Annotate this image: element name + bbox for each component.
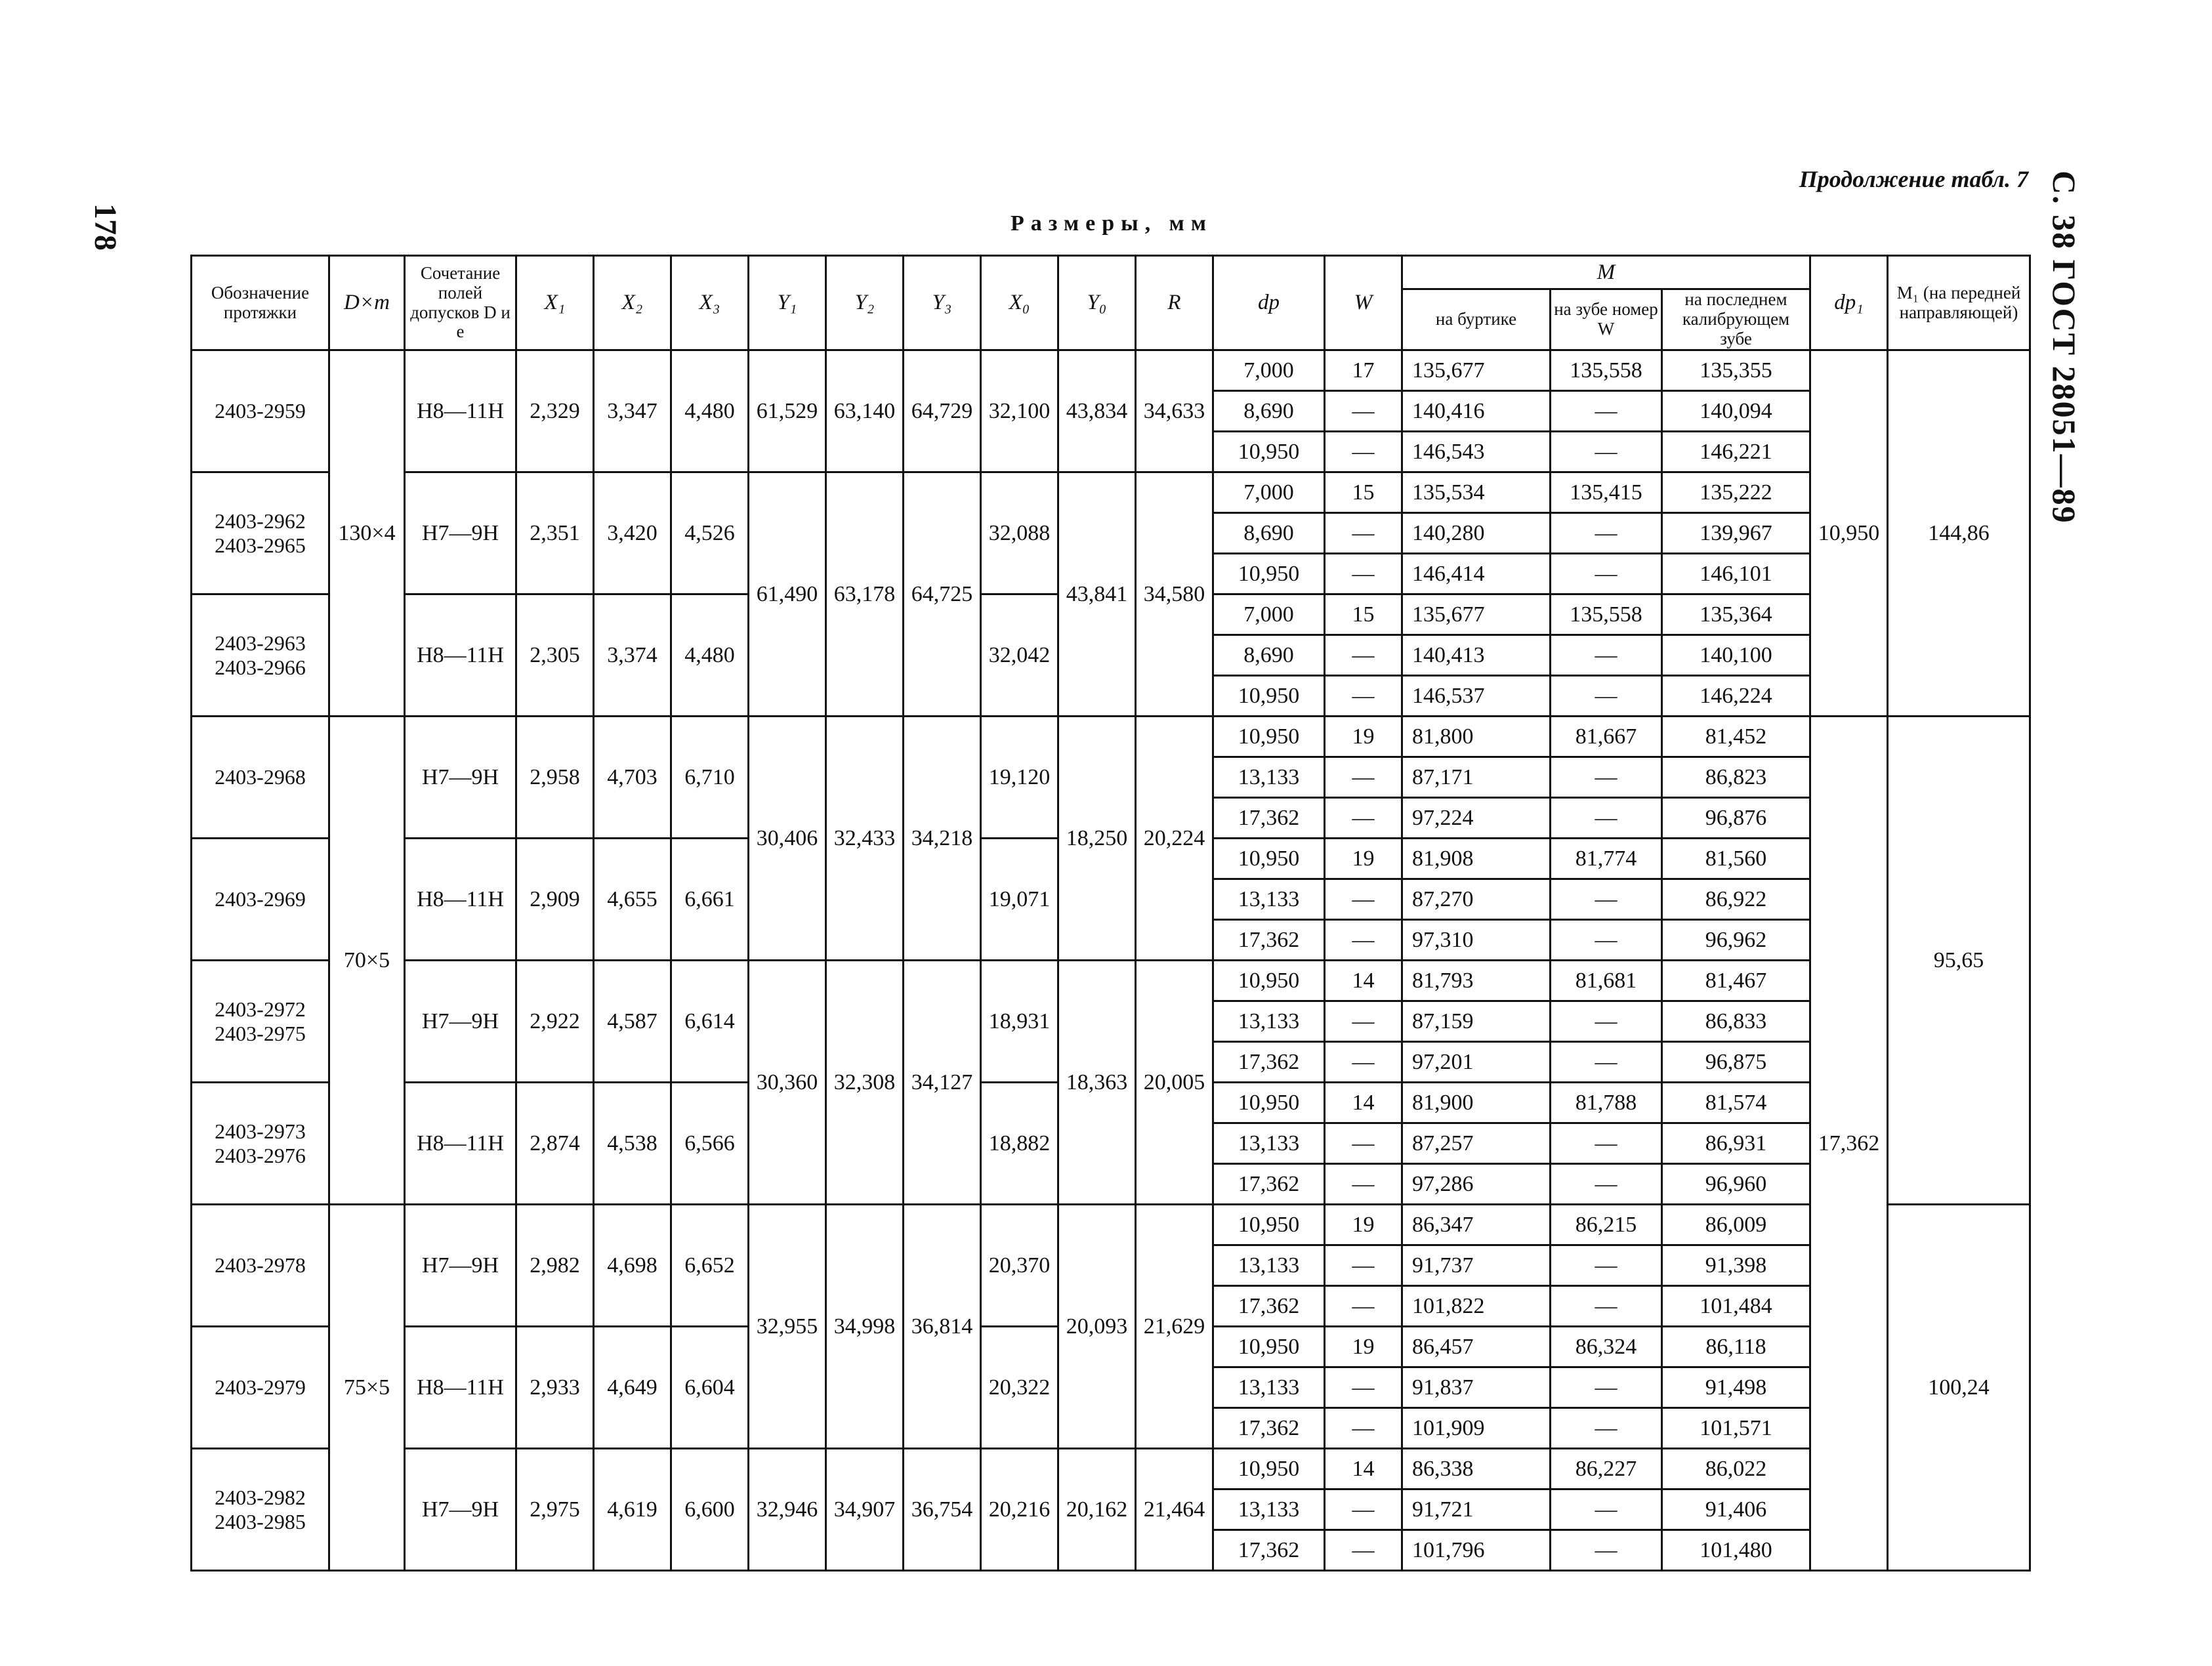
m-collar-cell: 135,534 xyxy=(1402,472,1551,513)
m-tooth-cell: 135,415 xyxy=(1551,472,1662,513)
dp-cell: 17,362 xyxy=(1213,798,1325,839)
col-m-collar: на буртике xyxy=(1402,289,1551,350)
w-cell: — xyxy=(1325,1123,1402,1164)
x0-cell: 20,370 xyxy=(981,1205,1058,1327)
m-last-cell: 86,823 xyxy=(1662,757,1810,798)
w-cell: — xyxy=(1325,513,1402,554)
dp-cell: 13,133 xyxy=(1213,879,1325,920)
m-tooth-cell: — xyxy=(1551,1245,1662,1286)
m-last-cell: 146,221 xyxy=(1662,432,1810,472)
dp-cell: 13,133 xyxy=(1213,1245,1325,1286)
m-last-cell: 140,094 xyxy=(1662,391,1810,432)
m-collar-cell: 81,800 xyxy=(1402,717,1551,757)
m-tooth-cell: — xyxy=(1551,1489,1662,1530)
m-last-cell: 81,574 xyxy=(1662,1083,1810,1123)
col-m-tooth: на зубе номер W xyxy=(1551,289,1662,350)
m-tooth-cell: — xyxy=(1551,432,1662,472)
col-y0: Y₀ xyxy=(1058,256,1136,350)
y2-cell: 63,178 xyxy=(826,472,904,717)
col-x0: X₀ xyxy=(981,256,1058,350)
x3-cell: 6,652 xyxy=(671,1205,749,1327)
x0-cell: 18,882 xyxy=(981,1083,1058,1205)
w-cell: 19 xyxy=(1325,1205,1402,1245)
m-tooth-cell: 135,558 xyxy=(1551,350,1662,391)
x0-cell: 19,071 xyxy=(981,839,1058,961)
m-collar-cell: 81,793 xyxy=(1402,961,1551,1001)
m-collar-cell: 81,908 xyxy=(1402,839,1551,879)
dxm-cell: 130×4 xyxy=(329,350,405,717)
x2-cell: 3,420 xyxy=(594,472,671,594)
m-collar-cell: 87,270 xyxy=(1402,879,1551,920)
m-tooth-cell: — xyxy=(1551,1042,1662,1083)
dp1-cell: 17,362 xyxy=(1810,717,1888,1571)
col-m-group: M xyxy=(1402,256,1810,289)
w-cell: — xyxy=(1325,920,1402,961)
y1-cell: 32,955 xyxy=(749,1205,826,1449)
dp1-cell: 10,950 xyxy=(1810,350,1888,717)
m-tooth-cell: 86,215 xyxy=(1551,1205,1662,1245)
m-collar-cell: 135,677 xyxy=(1402,594,1551,635)
m-tooth-cell: — xyxy=(1551,676,1662,717)
x1-cell: 2,329 xyxy=(516,350,594,472)
w-cell: — xyxy=(1325,554,1402,594)
m-last-cell: 81,452 xyxy=(1662,717,1810,757)
m-tooth-cell: — xyxy=(1551,920,1662,961)
x3-cell: 6,661 xyxy=(671,839,749,961)
w-cell: 14 xyxy=(1325,1449,1402,1489)
page-number: 178 xyxy=(88,203,123,251)
col-y1: Y₁ xyxy=(749,256,826,350)
y1-cell: 61,490 xyxy=(749,472,826,717)
m-last-cell: 81,467 xyxy=(1662,961,1810,1001)
x1-cell: 2,351 xyxy=(516,472,594,594)
dp-cell: 10,950 xyxy=(1213,676,1325,717)
x2-cell: 3,347 xyxy=(594,350,671,472)
col-x1: X₁ xyxy=(516,256,594,350)
m-last-cell: 96,876 xyxy=(1662,798,1810,839)
m-last-cell: 81,560 xyxy=(1662,839,1810,879)
y2-cell: 32,308 xyxy=(826,961,904,1205)
w-cell: — xyxy=(1325,1530,1402,1571)
m-last-cell: 91,498 xyxy=(1662,1367,1810,1408)
m-collar-cell: 91,721 xyxy=(1402,1489,1551,1530)
m-last-cell: 135,222 xyxy=(1662,472,1810,513)
m-tooth-cell: — xyxy=(1551,1164,1662,1205)
dp-cell: 17,362 xyxy=(1213,920,1325,961)
dp-cell: 8,690 xyxy=(1213,635,1325,676)
x3-cell: 6,710 xyxy=(671,717,749,839)
x2-cell: 4,538 xyxy=(594,1083,671,1205)
dxm-cell: 70×5 xyxy=(329,717,405,1205)
m-tooth-cell: — xyxy=(1551,513,1662,554)
table-row xyxy=(192,472,2030,513)
w-cell: — xyxy=(1325,757,1402,798)
dp-cell: 8,690 xyxy=(1213,391,1325,432)
m-collar-cell: 91,737 xyxy=(1402,1245,1551,1286)
m-last-cell: 86,931 xyxy=(1662,1123,1810,1164)
m-last-cell: 135,364 xyxy=(1662,594,1810,635)
m-tooth-cell: — xyxy=(1551,1367,1662,1408)
x0-cell: 20,216 xyxy=(981,1449,1058,1571)
x1-cell: 2,874 xyxy=(516,1083,594,1205)
x0-cell: 19,120 xyxy=(981,717,1058,839)
y1-cell: 30,360 xyxy=(749,961,826,1205)
m-tooth-cell: 81,788 xyxy=(1551,1083,1662,1123)
x3-cell: 6,566 xyxy=(671,1083,749,1205)
m-collar-cell: 101,822 xyxy=(1402,1286,1551,1327)
m-collar-cell: 146,537 xyxy=(1402,676,1551,717)
broach-designation-cell: 2403-2959 xyxy=(192,350,329,472)
dxm-cell: 75×5 xyxy=(329,1205,405,1571)
tolerance-cell: H7—9H xyxy=(405,961,516,1083)
r-cell: 20,005 xyxy=(1136,961,1213,1205)
tolerance-cell: H8—11H xyxy=(405,350,516,472)
x3-cell: 4,480 xyxy=(671,594,749,717)
dp-cell: 13,133 xyxy=(1213,1123,1325,1164)
header-row-top xyxy=(192,256,2030,289)
w-cell: — xyxy=(1325,1408,1402,1449)
m-collar-cell: 97,201 xyxy=(1402,1042,1551,1083)
table-header xyxy=(192,256,2030,350)
x2-cell: 4,698 xyxy=(594,1205,671,1327)
y3-cell: 64,729 xyxy=(904,350,981,472)
w-cell: 15 xyxy=(1325,594,1402,635)
w-cell: — xyxy=(1325,391,1402,432)
tolerance-cell: H8—11H xyxy=(405,839,516,961)
m-collar-cell: 101,909 xyxy=(1402,1408,1551,1449)
m-collar-cell: 86,457 xyxy=(1402,1327,1551,1367)
table-row xyxy=(192,1205,2030,1245)
m-last-cell: 86,022 xyxy=(1662,1449,1810,1489)
x2-cell: 4,703 xyxy=(594,717,671,839)
col-y2: Y₂ xyxy=(826,256,904,350)
y0-cell: 20,093 xyxy=(1058,1205,1136,1449)
table-row xyxy=(192,717,2030,757)
m-collar-cell: 140,280 xyxy=(1402,513,1551,554)
col-y3: Y₃ xyxy=(904,256,981,350)
m-last-cell: 140,100 xyxy=(1662,635,1810,676)
r-cell: 34,633 xyxy=(1136,350,1213,472)
m-tooth-cell: — xyxy=(1551,798,1662,839)
m-last-cell: 86,833 xyxy=(1662,1001,1810,1042)
x2-cell: 4,587 xyxy=(594,961,671,1083)
x2-cell: 4,619 xyxy=(594,1449,671,1571)
table-continuation-caption: Продолжение табл. 7 xyxy=(1799,166,2028,192)
x0-cell: 32,042 xyxy=(981,594,1058,717)
y3-cell: 34,127 xyxy=(904,961,981,1205)
x0-cell: 32,100 xyxy=(981,350,1058,472)
w-cell: 19 xyxy=(1325,839,1402,879)
m-collar-cell: 135,677 xyxy=(1402,350,1551,391)
m-collar-cell: 140,416 xyxy=(1402,391,1551,432)
x0-cell: 20,322 xyxy=(981,1327,1058,1449)
dp-cell: 13,133 xyxy=(1213,1489,1325,1530)
dp-cell: 7,000 xyxy=(1213,472,1325,513)
m-tooth-cell: — xyxy=(1551,391,1662,432)
table-row xyxy=(192,1449,2030,1489)
dp-cell: 17,362 xyxy=(1213,1408,1325,1449)
x3-cell: 4,480 xyxy=(671,350,749,472)
w-cell: — xyxy=(1325,1001,1402,1042)
m-collar-cell: 146,543 xyxy=(1402,432,1551,472)
y2-cell: 34,998 xyxy=(826,1205,904,1449)
y0-cell: 43,841 xyxy=(1058,472,1136,717)
m-collar-cell: 97,286 xyxy=(1402,1164,1551,1205)
broach-designation-cell: 2403-2982 2403-2985 xyxy=(192,1449,329,1571)
m-last-cell: 101,480 xyxy=(1662,1530,1810,1571)
col-tolerance: Сочетание полей допусков D и e xyxy=(405,256,516,350)
y2-cell: 63,140 xyxy=(826,350,904,472)
w-cell: — xyxy=(1325,1042,1402,1083)
w-cell: — xyxy=(1325,798,1402,839)
col-m-last: на последнем калибрующем зубе xyxy=(1662,289,1810,350)
w-cell: — xyxy=(1325,1286,1402,1327)
gost-running-header: С. 38 ГОСТ 28051—89 xyxy=(2046,171,2083,524)
dp-cell: 10,950 xyxy=(1213,839,1325,879)
x1-cell: 2,922 xyxy=(516,961,594,1083)
x0-cell: 32,088 xyxy=(981,472,1058,594)
y2-cell: 32,433 xyxy=(826,717,904,961)
m-tooth-cell: — xyxy=(1551,635,1662,676)
w-cell: — xyxy=(1325,432,1402,472)
m-last-cell: 86,118 xyxy=(1662,1327,1810,1367)
dp-cell: 17,362 xyxy=(1213,1164,1325,1205)
m-last-cell: 146,224 xyxy=(1662,676,1810,717)
m1-cell: 144,86 xyxy=(1888,350,2030,717)
y0-cell: 43,834 xyxy=(1058,350,1136,472)
w-cell: — xyxy=(1325,676,1402,717)
broach-designation-cell: 2403-2979 xyxy=(192,1327,329,1449)
dp-cell: 17,362 xyxy=(1213,1042,1325,1083)
m-tooth-cell: — xyxy=(1551,757,1662,798)
w-cell: 17 xyxy=(1325,350,1402,391)
broach-designation-cell: 2403-2963 2403-2966 xyxy=(192,594,329,717)
col-dxm: D×m xyxy=(329,256,405,350)
x3-cell: 6,600 xyxy=(671,1449,749,1571)
x2-cell: 4,655 xyxy=(594,839,671,961)
table-row xyxy=(192,350,2030,391)
r-cell: 34,580 xyxy=(1136,472,1213,717)
m1-cell: 95,65 xyxy=(1888,717,2030,1205)
m-collar-cell: 140,413 xyxy=(1402,635,1551,676)
col-x2: X₂ xyxy=(594,256,671,350)
dp-cell: 17,362 xyxy=(1213,1286,1325,1327)
broach-designation-cell: 2403-2962 2403-2965 xyxy=(192,472,329,594)
m-last-cell: 101,571 xyxy=(1662,1408,1810,1449)
dp-cell: 13,133 xyxy=(1213,757,1325,798)
x3-cell: 6,604 xyxy=(671,1327,749,1449)
w-cell: — xyxy=(1325,879,1402,920)
x2-cell: 3,374 xyxy=(594,594,671,717)
tolerance-cell: H7—9H xyxy=(405,472,516,594)
dp-cell: 10,950 xyxy=(1213,1449,1325,1489)
m-collar-cell: 81,900 xyxy=(1402,1083,1551,1123)
col-x3: X₃ xyxy=(671,256,749,350)
tolerance-cell: H8—11H xyxy=(405,594,516,717)
dp-cell: 10,950 xyxy=(1213,1083,1325,1123)
dp-cell: 10,950 xyxy=(1213,554,1325,594)
m-last-cell: 96,960 xyxy=(1662,1164,1810,1205)
x3-cell: 4,526 xyxy=(671,472,749,594)
dp-cell: 10,950 xyxy=(1213,432,1325,472)
y0-cell: 20,162 xyxy=(1058,1449,1136,1571)
w-cell: — xyxy=(1325,1164,1402,1205)
col-w: W xyxy=(1325,256,1402,350)
r-cell: 21,464 xyxy=(1136,1449,1213,1571)
dp-cell: 7,000 xyxy=(1213,350,1325,391)
table-body xyxy=(192,350,2030,1571)
w-cell: — xyxy=(1325,1367,1402,1408)
w-cell: 14 xyxy=(1325,961,1402,1001)
m-collar-cell: 97,224 xyxy=(1402,798,1551,839)
w-cell: — xyxy=(1325,635,1402,676)
m-tooth-cell: 81,774 xyxy=(1551,839,1662,879)
y1-cell: 32,946 xyxy=(749,1449,826,1571)
m-tooth-cell: 86,227 xyxy=(1551,1449,1662,1489)
tolerance-cell: H8—11H xyxy=(405,1327,516,1449)
m-last-cell: 91,406 xyxy=(1662,1489,1810,1530)
x1-cell: 2,909 xyxy=(516,839,594,961)
w-cell: 19 xyxy=(1325,717,1402,757)
y3-cell: 36,814 xyxy=(904,1205,981,1449)
x1-cell: 2,958 xyxy=(516,717,594,839)
col-dp: dp xyxy=(1213,256,1325,350)
m-collar-cell: 101,796 xyxy=(1402,1530,1551,1571)
m-tooth-cell: — xyxy=(1551,554,1662,594)
m-collar-cell: 87,159 xyxy=(1402,1001,1551,1042)
y0-cell: 18,250 xyxy=(1058,717,1136,961)
m-last-cell: 86,922 xyxy=(1662,879,1810,920)
w-cell: 14 xyxy=(1325,1083,1402,1123)
m-collar-cell: 86,347 xyxy=(1402,1205,1551,1245)
m-tooth-cell: 135,558 xyxy=(1551,594,1662,635)
dp-cell: 10,950 xyxy=(1213,1205,1325,1245)
w-cell: — xyxy=(1325,1245,1402,1286)
y3-cell: 64,725 xyxy=(904,472,981,717)
x1-cell: 2,975 xyxy=(516,1449,594,1571)
dp-cell: 10,950 xyxy=(1213,717,1325,757)
m-last-cell: 86,009 xyxy=(1662,1205,1810,1245)
m-collar-cell: 97,310 xyxy=(1402,920,1551,961)
y3-cell: 36,754 xyxy=(904,1449,981,1571)
broach-designation-cell: 2403-2968 xyxy=(192,717,329,839)
tolerance-cell: H7—9H xyxy=(405,1449,516,1571)
y0-cell: 18,363 xyxy=(1058,961,1136,1205)
m-last-cell: 96,962 xyxy=(1662,920,1810,961)
m-collar-cell: 86,338 xyxy=(1402,1449,1551,1489)
x1-cell: 2,933 xyxy=(516,1327,594,1449)
m-tooth-cell: — xyxy=(1551,1408,1662,1449)
m-tooth-cell: 81,667 xyxy=(1551,717,1662,757)
m-last-cell: 146,101 xyxy=(1662,554,1810,594)
x1-cell: 2,982 xyxy=(516,1205,594,1327)
m-tooth-cell: 81,681 xyxy=(1551,961,1662,1001)
m-tooth-cell: — xyxy=(1551,879,1662,920)
col-m1: M₁ (на передней направляющей) xyxy=(1888,256,2030,350)
y1-cell: 30,406 xyxy=(749,717,826,961)
dp-cell: 17,362 xyxy=(1213,1530,1325,1571)
dp-cell: 10,950 xyxy=(1213,961,1325,1001)
dimensions-caption: Размеры, мм xyxy=(1011,211,1213,236)
m-last-cell: 91,398 xyxy=(1662,1245,1810,1286)
broach-designation-cell: 2403-2972 2403-2975 xyxy=(192,961,329,1083)
y2-cell: 34,907 xyxy=(826,1449,904,1571)
col-r: R xyxy=(1136,256,1213,350)
m-tooth-cell: — xyxy=(1551,1123,1662,1164)
tolerance-cell: H7—9H xyxy=(405,1205,516,1327)
y3-cell: 34,218 xyxy=(904,717,981,961)
col-dp1: dp₁ xyxy=(1810,256,1888,350)
dp-cell: 13,133 xyxy=(1213,1367,1325,1408)
x3-cell: 6,614 xyxy=(671,961,749,1083)
col-designation: Обозначение протяжки xyxy=(192,256,329,350)
tolerance-cell: H7—9H xyxy=(405,717,516,839)
m-collar-cell: 87,257 xyxy=(1402,1123,1551,1164)
x1-cell: 2,305 xyxy=(516,594,594,717)
dp-cell: 7,000 xyxy=(1213,594,1325,635)
w-cell: 19 xyxy=(1325,1327,1402,1367)
y1-cell: 61,529 xyxy=(749,350,826,472)
r-cell: 21,629 xyxy=(1136,1205,1213,1449)
m-tooth-cell: — xyxy=(1551,1530,1662,1571)
m-last-cell: 101,484 xyxy=(1662,1286,1810,1327)
m-collar-cell: 146,414 xyxy=(1402,554,1551,594)
m1-cell: 100,24 xyxy=(1888,1205,2030,1571)
m-collar-cell: 91,837 xyxy=(1402,1367,1551,1408)
broach-designation-cell: 2403-2978 xyxy=(192,1205,329,1327)
w-cell: 15 xyxy=(1325,472,1402,513)
m-last-cell: 139,967 xyxy=(1662,513,1810,554)
broach-designation-cell: 2403-2973 2403-2976 xyxy=(192,1083,329,1205)
dp-cell: 13,133 xyxy=(1213,1001,1325,1042)
tolerance-cell: H8—11H xyxy=(405,1083,516,1205)
broach-designation-cell: 2403-2969 xyxy=(192,839,329,961)
dp-cell: 10,950 xyxy=(1213,1327,1325,1367)
m-collar-cell: 87,171 xyxy=(1402,757,1551,798)
w-cell: — xyxy=(1325,1489,1402,1530)
m-tooth-cell: — xyxy=(1551,1001,1662,1042)
m-tooth-cell: — xyxy=(1551,1286,1662,1327)
m-last-cell: 96,875 xyxy=(1662,1042,1810,1083)
x0-cell: 18,931 xyxy=(981,961,1058,1083)
x2-cell: 4,649 xyxy=(594,1327,671,1449)
table-row xyxy=(192,961,2030,1001)
m-tooth-cell: 86,324 xyxy=(1551,1327,1662,1367)
broach-dimensions-table xyxy=(190,255,2031,1572)
dp-cell: 8,690 xyxy=(1213,513,1325,554)
m-last-cell: 135,355 xyxy=(1662,350,1810,391)
r-cell: 20,224 xyxy=(1136,717,1213,961)
